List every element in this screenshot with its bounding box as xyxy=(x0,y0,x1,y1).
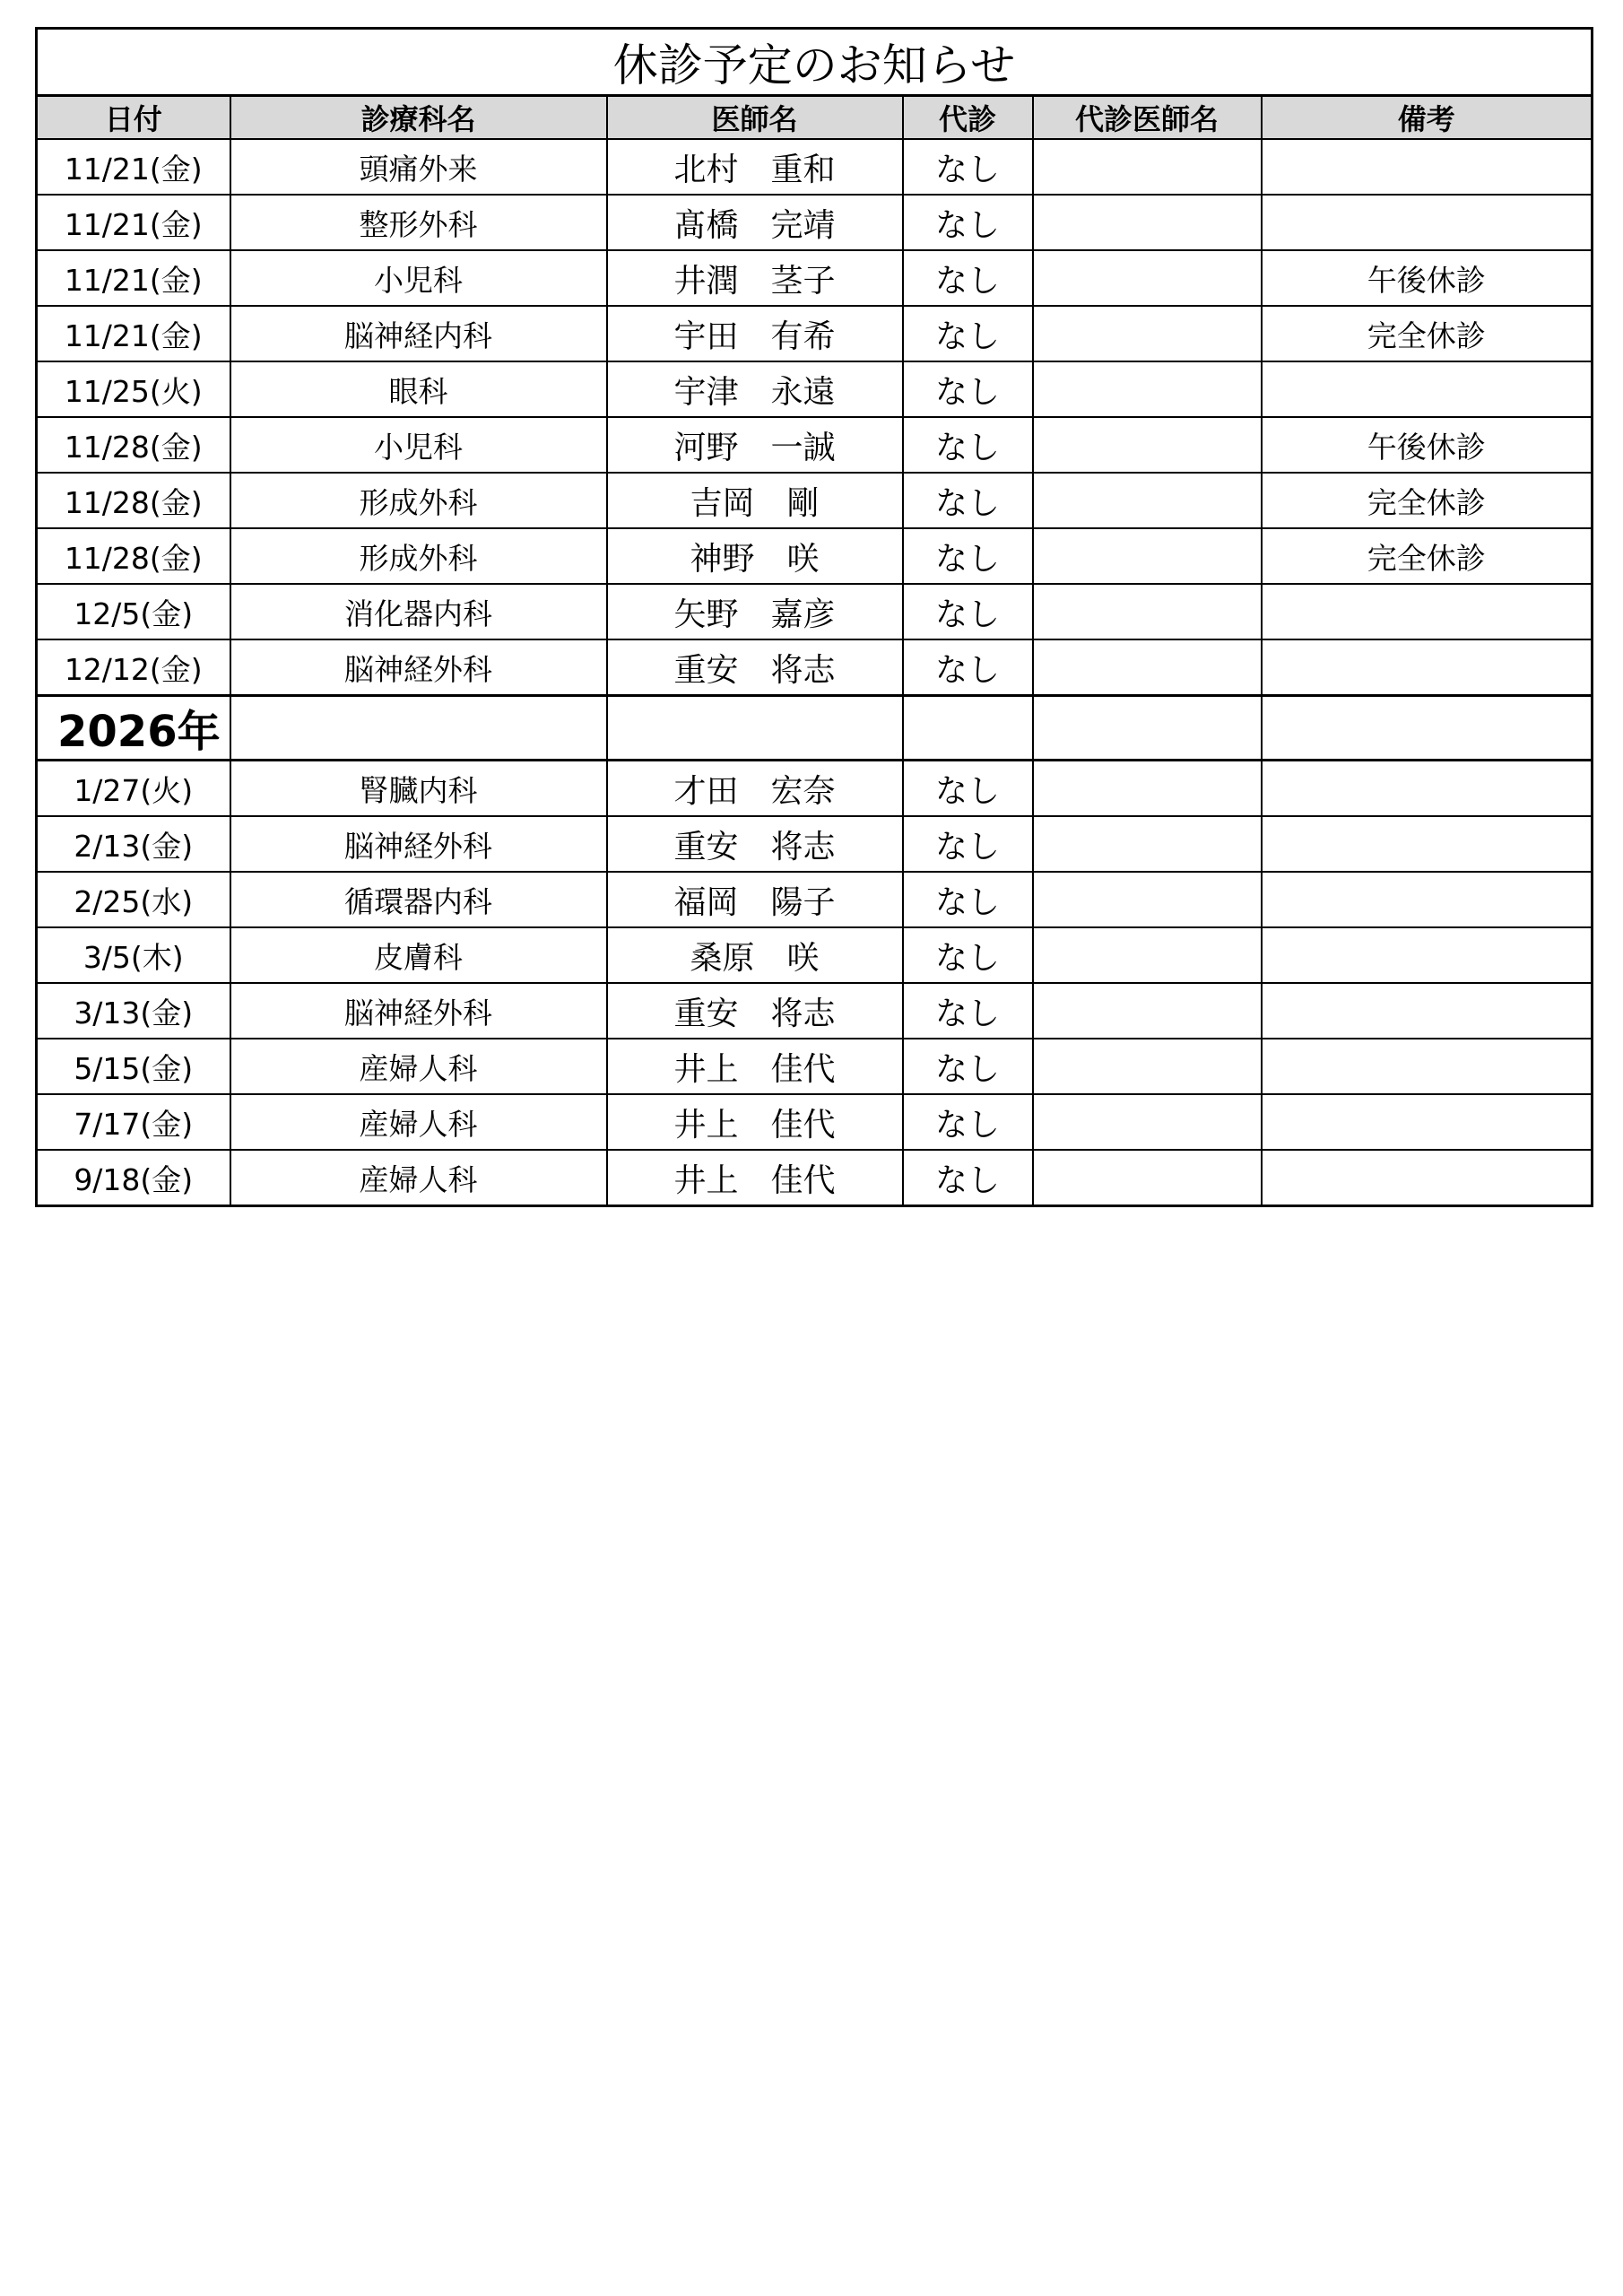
remarks-cell xyxy=(1262,761,1593,817)
table-row xyxy=(37,584,1593,639)
department-cell: 産婦人科 xyxy=(230,1094,607,1150)
substitute-cell: なし xyxy=(903,417,1033,473)
year-row-blank xyxy=(607,696,903,761)
substitute-doctor-cell xyxy=(1033,1039,1262,1094)
substitute-doctor-cell xyxy=(1033,139,1262,195)
department-cell: 小児科 xyxy=(230,250,607,306)
table-row xyxy=(37,250,1593,306)
date-cell: 2/25(水) xyxy=(37,872,230,927)
substitute-cell: なし xyxy=(903,528,1033,584)
remarks-cell: 完全休診 xyxy=(1262,306,1593,361)
doctor-cell: 福岡 陽子 xyxy=(607,872,903,927)
substitute-cell: なし xyxy=(903,1039,1033,1094)
year-row xyxy=(37,696,1593,761)
date-cell: 11/21(金) xyxy=(37,250,230,306)
date-cell: 7/17(金) xyxy=(37,1094,230,1150)
substitute-doctor-cell xyxy=(1033,639,1262,696)
doctor-cell: 井上 佳代 xyxy=(607,1039,903,1094)
table-row xyxy=(37,306,1593,361)
substitute-cell: なし xyxy=(903,1094,1033,1150)
doctor-cell: 宇津 永遠 xyxy=(607,361,903,417)
department-cell: 産婦人科 xyxy=(230,1039,607,1094)
header-row xyxy=(37,96,1593,140)
doctor-cell: 桑原 咲 xyxy=(607,927,903,983)
doctor-cell: 井潤 茎子 xyxy=(607,250,903,306)
remarks-cell xyxy=(1262,139,1593,195)
table-row xyxy=(37,1039,1593,1094)
date-cell: 11/28(金) xyxy=(37,528,230,584)
remarks-cell xyxy=(1262,872,1593,927)
doctor-cell: 神野 咲 xyxy=(607,528,903,584)
remarks-cell xyxy=(1262,1150,1593,1206)
table-row xyxy=(37,639,1593,696)
title-row xyxy=(37,29,1593,96)
substitute-cell: なし xyxy=(903,361,1033,417)
remarks-cell xyxy=(1262,1039,1593,1094)
substitute-doctor-cell xyxy=(1033,250,1262,306)
rows-2025 xyxy=(37,139,1593,696)
substitute-cell: なし xyxy=(903,473,1033,528)
substitute-doctor-cell xyxy=(1033,927,1262,983)
table-row xyxy=(37,816,1593,872)
department-cell: 脳神経内科 xyxy=(230,306,607,361)
department-cell: 小児科 xyxy=(230,417,607,473)
substitute-doctor-cell xyxy=(1033,361,1262,417)
table-row xyxy=(37,528,1593,584)
table-row xyxy=(37,1150,1593,1206)
date-cell: 2/13(金) xyxy=(37,816,230,872)
substitute-cell: なし xyxy=(903,927,1033,983)
header-substitute-doctor: 代診医師名 xyxy=(1033,96,1262,140)
date-cell: 11/21(金) xyxy=(37,306,230,361)
remarks-cell xyxy=(1262,816,1593,872)
substitute-cell: なし xyxy=(903,584,1033,639)
substitute-cell: なし xyxy=(903,139,1033,195)
remarks-cell xyxy=(1262,983,1593,1039)
doctor-cell: 吉岡 剛 xyxy=(607,473,903,528)
table-row xyxy=(37,983,1593,1039)
substitute-cell: なし xyxy=(903,983,1033,1039)
department-cell: 脳神経外科 xyxy=(230,816,607,872)
rows-2026 xyxy=(37,761,1593,1206)
header-doctor: 医師名 xyxy=(607,96,903,140)
date-cell: 12/5(金) xyxy=(37,584,230,639)
substitute-doctor-cell xyxy=(1033,872,1262,927)
substitute-doctor-cell xyxy=(1033,983,1262,1039)
table-row xyxy=(37,473,1593,528)
department-cell: 脳神経外科 xyxy=(230,983,607,1039)
remarks-cell xyxy=(1262,1094,1593,1150)
remarks-cell xyxy=(1262,639,1593,696)
substitute-cell: なし xyxy=(903,816,1033,872)
substitute-cell: なし xyxy=(903,306,1033,361)
remarks-cell: 完全休診 xyxy=(1262,528,1593,584)
doctor-cell: 重安 将志 xyxy=(607,983,903,1039)
doctor-cell: 重安 将志 xyxy=(607,816,903,872)
year-row-blank xyxy=(1262,696,1593,761)
substitute-cell: なし xyxy=(903,250,1033,306)
table-row xyxy=(37,927,1593,983)
department-cell: 形成外科 xyxy=(230,473,607,528)
substitute-doctor-cell xyxy=(1033,195,1262,250)
date-cell: 11/28(金) xyxy=(37,417,230,473)
department-cell: 眼科 xyxy=(230,361,607,417)
doctor-cell: 井上 佳代 xyxy=(607,1150,903,1206)
department-cell: 脳神経外科 xyxy=(230,639,607,696)
remarks-cell: 完全休診 xyxy=(1262,473,1593,528)
table-row xyxy=(37,139,1593,195)
date-cell: 11/28(金) xyxy=(37,473,230,528)
remarks-cell xyxy=(1262,361,1593,417)
substitute-doctor-cell xyxy=(1033,417,1262,473)
substitute-doctor-cell xyxy=(1033,1094,1262,1150)
substitute-doctor-cell xyxy=(1033,1150,1262,1206)
date-cell: 5/15(金) xyxy=(37,1039,230,1094)
doctor-cell: 重安 将志 xyxy=(607,639,903,696)
department-cell: 消化器内科 xyxy=(230,584,607,639)
substitute-doctor-cell xyxy=(1033,761,1262,817)
doctor-cell: 北村 重和 xyxy=(607,139,903,195)
substitute-doctor-cell xyxy=(1033,816,1262,872)
header-substitute: 代診 xyxy=(903,96,1033,140)
doctor-cell: 髙橋 完靖 xyxy=(607,195,903,250)
header-remarks: 備考 xyxy=(1262,96,1593,140)
substitute-doctor-cell xyxy=(1033,584,1262,639)
remarks-cell: 午後休診 xyxy=(1262,250,1593,306)
remarks-cell: 午後休診 xyxy=(1262,417,1593,473)
year-row-blank xyxy=(903,696,1033,761)
department-cell: 産婦人科 xyxy=(230,1150,607,1206)
date-cell: 3/13(金) xyxy=(37,983,230,1039)
closure-notice-sheet xyxy=(35,27,1591,1207)
doctor-cell: 才田 宏奈 xyxy=(607,761,903,817)
table-row xyxy=(37,872,1593,927)
department-cell: 形成外科 xyxy=(230,528,607,584)
year-label: 2026年 xyxy=(37,696,230,761)
doctor-cell: 河野 一誠 xyxy=(607,417,903,473)
header-department: 診療科名 xyxy=(230,96,607,140)
date-cell: 11/21(金) xyxy=(37,195,230,250)
doctor-cell: 宇田 有希 xyxy=(607,306,903,361)
date-cell: 11/21(金) xyxy=(37,139,230,195)
substitute-cell: なし xyxy=(903,872,1033,927)
substitute-doctor-cell xyxy=(1033,528,1262,584)
date-cell: 3/5(木) xyxy=(37,927,230,983)
substitute-doctor-cell xyxy=(1033,473,1262,528)
year-divider xyxy=(37,696,1593,761)
substitute-cell: なし xyxy=(903,761,1033,817)
department-cell: 循環器内科 xyxy=(230,872,607,927)
substitute-cell: なし xyxy=(903,1150,1033,1206)
date-cell: 12/12(金) xyxy=(37,639,230,696)
substitute-cell: なし xyxy=(903,639,1033,696)
department-cell: 整形外科 xyxy=(230,195,607,250)
header-date: 日付 xyxy=(37,96,230,140)
table-row xyxy=(37,195,1593,250)
department-cell: 皮膚科 xyxy=(230,927,607,983)
closure-schedule-table xyxy=(35,27,1593,1207)
doctor-cell: 矢野 嘉彦 xyxy=(607,584,903,639)
table-row xyxy=(37,761,1593,817)
substitute-doctor-cell xyxy=(1033,306,1262,361)
department-cell: 腎臓内科 xyxy=(230,761,607,817)
table-row xyxy=(37,417,1593,473)
date-cell: 9/18(金) xyxy=(37,1150,230,1206)
substitute-cell: なし xyxy=(903,195,1033,250)
year-row-blank xyxy=(230,696,607,761)
page-title: 休診予定のお知らせ xyxy=(37,29,1593,96)
remarks-cell xyxy=(1262,584,1593,639)
date-cell: 1/27(火) xyxy=(37,761,230,817)
year-row-blank xyxy=(1033,696,1262,761)
department-cell: 頭痛外来 xyxy=(230,139,607,195)
table-row xyxy=(37,1094,1593,1150)
table-row xyxy=(37,361,1593,417)
remarks-cell xyxy=(1262,927,1593,983)
remarks-cell xyxy=(1262,195,1593,250)
doctor-cell: 井上 佳代 xyxy=(607,1094,903,1150)
date-cell: 11/25(火) xyxy=(37,361,230,417)
